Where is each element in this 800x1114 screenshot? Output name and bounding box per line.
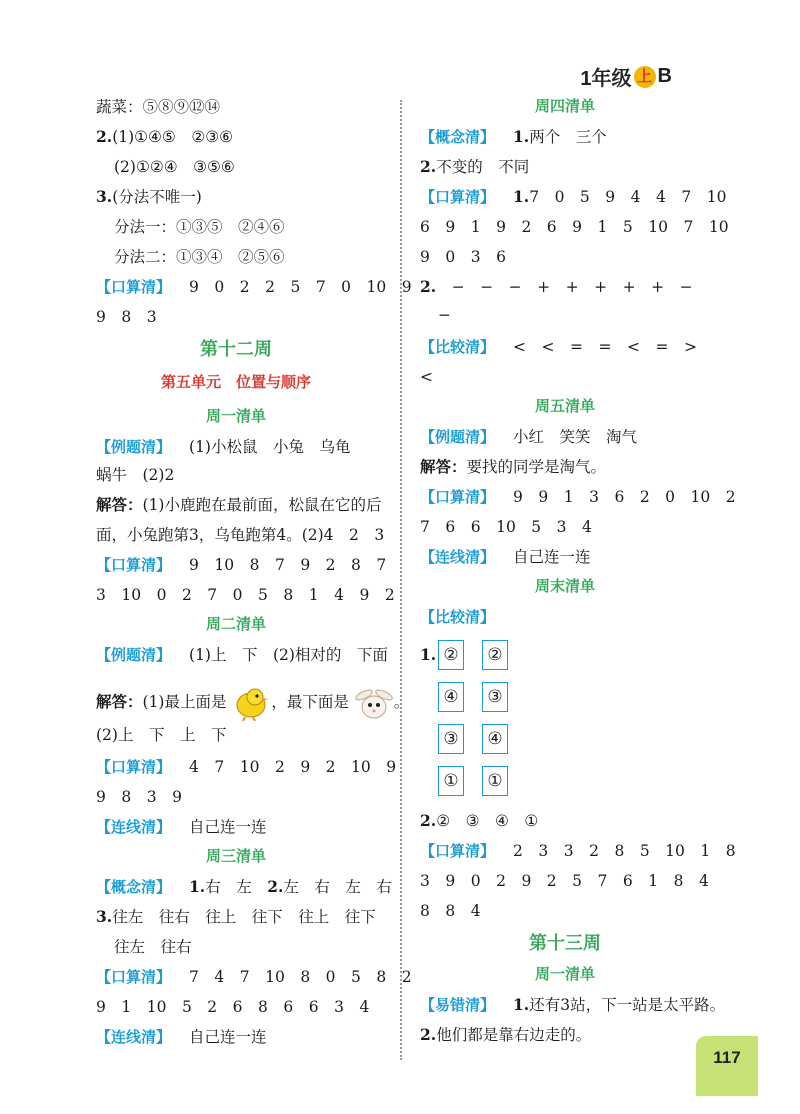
q3-heading: 3.(分法不唯一): [96, 187, 202, 206]
compare-weekend: 【比较清】: [420, 609, 496, 626]
sequence-line: 2.② ③ ④ ①: [420, 811, 539, 830]
box-cell: ①: [438, 766, 464, 796]
friday-list-title: 周五清单: [534, 398, 595, 415]
monday-list-title: 周一清单: [205, 408, 266, 425]
mental-math-2: 【口算清】 9 10 8 7 9 2 8 7: [96, 556, 387, 574]
grade-label: 1年级: [580, 68, 632, 90]
answer-2: 解答：(1)最上面是 ，最下面是 。: [96, 684, 409, 721]
weekend-list-title: 周末清单: [534, 578, 595, 595]
mental-math-3-cont: 9 8 3 9: [96, 788, 182, 806]
week-12-title: 第十二周: [200, 339, 272, 359]
signs-line-cont: −: [438, 306, 451, 324]
example-1-cont: 蜗牛 (2)2: [96, 466, 175, 484]
concept-1: 【概念清】 1.右 左 2.左 右 左 右: [96, 877, 392, 896]
bunny-icon: [354, 685, 394, 721]
connect-2: 【连线清】 自己连一连: [96, 1028, 267, 1046]
box-cell: ③: [438, 724, 464, 754]
unit-5-title: 第五单元 位置与顺序: [160, 374, 311, 391]
error-prone-1: 【易错清】 1.还有3站，下一站是太平路。: [420, 995, 726, 1014]
answer-fri: 解答：要找的同学是淘气。: [420, 457, 607, 476]
mental-math-weekend-cont: 3 9 0 2 9 2 5 7 6 1 8 4: [420, 872, 709, 890]
edition-label: B: [657, 65, 672, 87]
mental-math-4: 【口算清】 7 4 7 10 8 0 5 8 2: [96, 968, 412, 986]
mental-math-1-cont: 9 8 3: [96, 308, 157, 326]
compare-thu: 【比较清】 < < = = < = >: [420, 338, 697, 356]
box-cell: ①: [482, 766, 508, 796]
box-cell: ②: [438, 640, 464, 670]
monday-13-list-title: 周一清单: [534, 966, 595, 983]
vegetables-line: 蔬菜：⑤⑧⑨⑫⑭: [96, 98, 221, 116]
method-two: 分法二：①③④ ②⑤⑥: [114, 248, 285, 266]
mental-math-3: 【口算清】 4 7 10 2 9 2 10 9: [96, 758, 397, 776]
mental-math-thu-cont2: 9 0 3 6: [420, 248, 506, 266]
boxes-number: 1.: [420, 645, 437, 664]
column-divider: [400, 100, 402, 1060]
box-cell: ②: [482, 640, 508, 670]
example-fri: 【例题清】 小红 笑笑 淘气: [420, 428, 638, 446]
concept-thu: 【概念清】 1.两个 三个: [420, 127, 607, 146]
mental-math-weekend: 【口算清】 2 3 3 2 8 5 10 1 8: [420, 842, 736, 860]
concept-3-cont: 往左 往右: [114, 938, 192, 956]
week-13-title: 第十三周: [529, 933, 601, 953]
connect-1: 【连线清】 自己连一连: [96, 818, 267, 836]
chick-icon: [231, 685, 271, 721]
mental-math-fri: 【口算清】 9 9 1 3 6 2 0 10 2: [420, 488, 736, 506]
page-header: [580, 62, 672, 91]
answer-1-cont: 面，小兔跑第3，乌龟跑第4。(2)4 2 3: [96, 526, 385, 544]
mental-math-4-cont: 9 1 10 5 2 6 8 6 6 3 4: [96, 998, 370, 1016]
mental-math-thu: 【口算清】 1.7 0 5 9 4 4 7 10: [420, 187, 727, 206]
answer-1: 解答：(1)小鹿跑在最前面，松鼠在它的后: [96, 495, 382, 514]
q2-part2: (2)①②④ ③⑤⑥: [114, 158, 235, 176]
mental-math-weekend-cont2: 8 8 4: [420, 902, 481, 920]
signs-line: 2. − − − + + + + + −: [420, 277, 693, 296]
page-number: 117: [696, 1036, 758, 1096]
q2-part1: 2.(1)①④⑤ ②③⑥: [96, 127, 234, 146]
term-badge: 上: [634, 66, 656, 88]
box-cell: ③: [482, 682, 508, 712]
mental-math-fri-cont: 7 6 6 10 5 3 4: [420, 518, 592, 536]
concept-thu-2: 2.不变的 不同: [420, 157, 530, 176]
error-prone-2: 2.他们都是靠右边走的。: [420, 1025, 592, 1044]
box-cell: ④: [482, 724, 508, 754]
updown-answer: (2)上 下 上 下: [96, 726, 227, 744]
mental-math-2-cont: 3 10 0 2 7 0 5 8 1 4 9 2: [96, 586, 395, 604]
example-2: 【例题清】 (1)上 下 (2)相对的 下面: [96, 646, 388, 664]
mental-math-thu-cont: 6 9 1 9 2 6 9 1 5 10 7 10: [420, 218, 729, 236]
concept-3: 3.往左 往右 往上 往下 往上 往下: [96, 907, 376, 926]
example-1: 【例题清】 (1)小松鼠 小兔 乌龟: [96, 438, 351, 456]
box-cell: ④: [438, 682, 464, 712]
thursday-list-title: 周四清单: [534, 98, 595, 115]
connect-fri: 【连线清】 自己连一连: [420, 548, 591, 566]
wednesday-list-title: 周三清单: [205, 848, 266, 865]
compare-thu-cont: <: [420, 368, 433, 386]
method-one: 分法一：①③⑤ ②④⑥: [114, 218, 285, 236]
tuesday-list-title: 周二清单: [205, 616, 266, 633]
mental-math-1: 【口算清】 9 0 2 2 5 7 0 10 9: [96, 278, 412, 296]
